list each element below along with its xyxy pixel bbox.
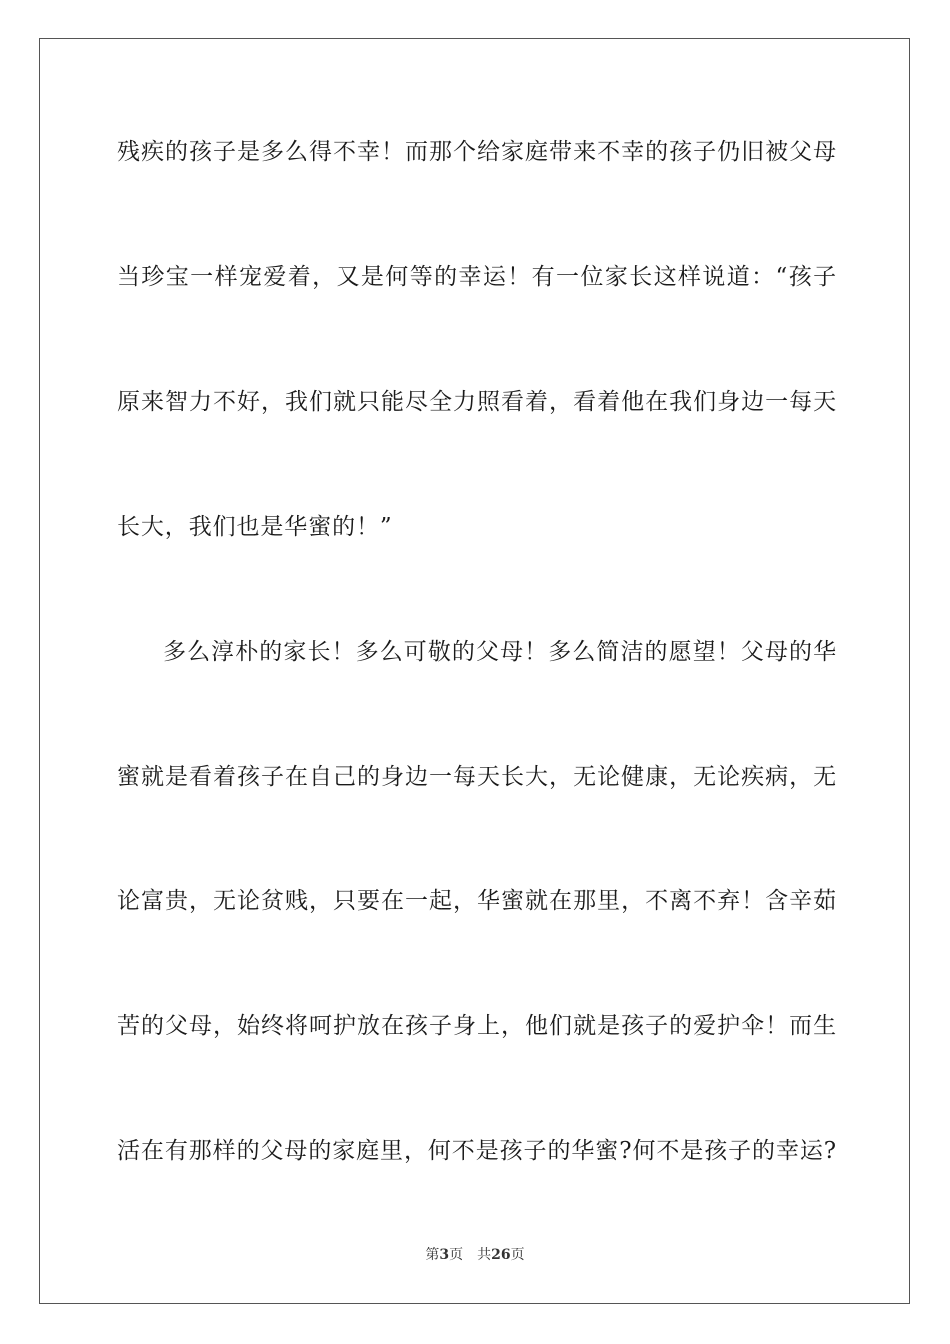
text-line-7: 论富贵，无论贫贱，只要在一起，华蜜就在那里，不离不弃！含辛茹 (117, 888, 837, 914)
text-line-9: 活在有那样的父母的家庭里，何不是孩子的华蜜?何不是孩子的幸运? (117, 1138, 837, 1164)
footer-page-suffix: 页 (449, 1247, 464, 1263)
text-line-6: 蜜就是看着孩子在自己的身边一每天长大，无论健康，无论疾病，无 (117, 764, 837, 790)
footer-page-prefix: 第 (425, 1247, 440, 1263)
page-footer (0, 1245, 950, 1265)
page-border (39, 38, 910, 1304)
text-line-1: 残疾的孩子是多么得不幸！而那个给家庭带来不幸的孩子仍旧被父母 (117, 139, 837, 165)
footer-total-prefix: 共 (477, 1247, 492, 1263)
footer-total-pages: 26 (491, 1247, 511, 1263)
text-line-2: 当珍宝一样宠爱着，又是何等的幸运！有一位家长这样说道：“孩子 (117, 264, 837, 290)
footer-total-suffix: 页 (510, 1247, 525, 1263)
text-line-5: 多么淳朴的家长！多么可敬的父母！多么简洁的愿望！父母的华 (163, 639, 837, 665)
text-line-4: 长大，我们也是华蜜的！” (117, 514, 393, 540)
footer-page-number: 3 (439, 1247, 450, 1263)
text-line-8: 苦的父母，始终将呵护放在孩子身上，他们就是孩子的爱护伞！而生 (117, 1013, 837, 1039)
text-line-3: 原来智力不好，我们就只能尽全力照看着，看着他在我们身边一每天 (117, 389, 837, 415)
